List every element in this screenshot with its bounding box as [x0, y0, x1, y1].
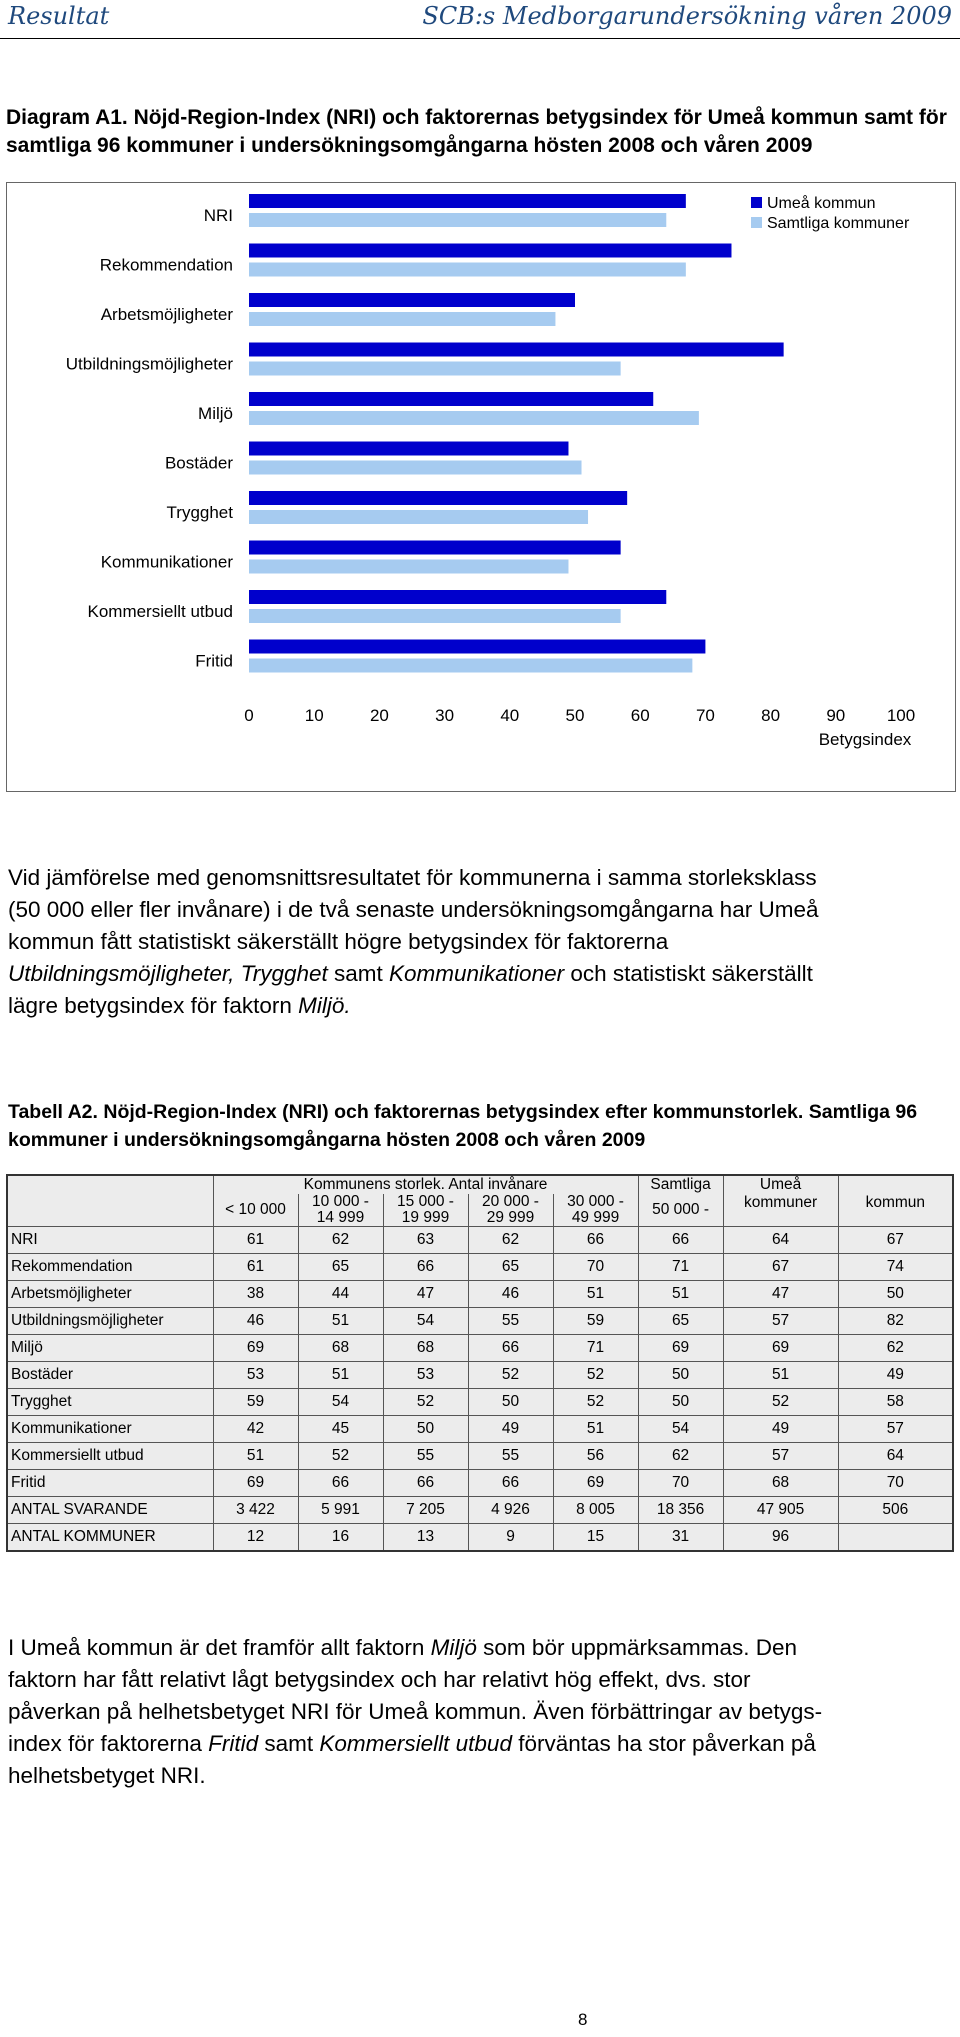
table-cell: 62	[298, 1227, 383, 1254]
paragraph-line	[8, 958, 958, 990]
size-class-line: 29 999	[486, 1209, 535, 1226]
bar	[249, 244, 731, 258]
column-header-umea-line2: kommun	[838, 1194, 953, 1227]
table-cell: 62	[838, 1335, 953, 1362]
category-label: Fritid	[195, 651, 233, 671]
paragraph-line: helhetsbetyget NRI.	[8, 1763, 206, 1788]
table-cell: 9	[468, 1524, 553, 1552]
bar-chart	[7, 183, 955, 791]
size-class-line: 15 000 -	[397, 1193, 454, 1210]
paragraph-line: påverkan på helhetsbetyget NRI för Umeå kommun. Även förbättringar av betygs-	[8, 1699, 823, 1724]
table-cell: 71	[638, 1254, 723, 1281]
table-cell: 52	[468, 1362, 553, 1389]
x-tick-label: 70	[695, 706, 715, 725]
row-label: Utbildningsmöjligheter	[7, 1308, 213, 1335]
table-corner	[7, 1175, 213, 1227]
table-cell: 51	[638, 1281, 723, 1308]
table-cell: 44	[298, 1281, 383, 1308]
size-class-header	[638, 1194, 723, 1227]
table-row	[7, 1227, 953, 1254]
paragraph-line: Vid jämförelse med genomsnittsresultatet för kommunerna i samma storleksklass	[8, 865, 817, 890]
table-cell: 16	[298, 1524, 383, 1552]
bar	[249, 392, 653, 406]
table-cell: 57	[838, 1416, 953, 1443]
x-tick-label: 20	[369, 706, 389, 725]
table-cell: 55	[383, 1443, 468, 1470]
bar	[249, 411, 699, 425]
table-cell: 64	[723, 1227, 838, 1254]
size-class-line: 10 000 -	[312, 1193, 369, 1210]
table-cell: 54	[383, 1308, 468, 1335]
size-class-header	[553, 1194, 638, 1227]
table-cell: 54	[298, 1389, 383, 1416]
table-cell: 46	[213, 1308, 298, 1335]
table-cell: 18 356	[638, 1497, 723, 1524]
size-class-line: 20 000 -	[482, 1193, 539, 1210]
column-header-all-line2: kommuner	[723, 1194, 838, 1227]
table-cell: 52	[553, 1362, 638, 1389]
table-row	[7, 1497, 953, 1524]
table-cell: 66	[298, 1470, 383, 1497]
x-tick-label: 80	[761, 706, 781, 725]
table-cell: 5 991	[298, 1497, 383, 1524]
x-tick-label: 0	[244, 706, 254, 725]
diagram-title	[6, 104, 956, 160]
size-class-header	[298, 1194, 383, 1227]
table-cell: 56	[553, 1443, 638, 1470]
header-rule	[0, 38, 960, 39]
table-cell: 57	[723, 1443, 838, 1470]
category-label: Miljö	[198, 404, 233, 423]
row-label: Arbetsmöjligheter	[7, 1281, 213, 1308]
bar	[249, 312, 555, 326]
text-run: och statistiskt säkerställt	[564, 961, 813, 986]
text-run: I Umeå kommun är det framför allt faktorn	[8, 1635, 431, 1660]
table-cell: 66	[468, 1470, 553, 1497]
row-label: Rekommendation	[7, 1254, 213, 1281]
header-report-title: SCB:s Medborgarundersökning våren 2009	[422, 2, 952, 30]
table-cell: 47	[383, 1281, 468, 1308]
bar	[249, 560, 568, 574]
category-label: Rekommendation	[99, 255, 233, 275]
table-cell: 53	[383, 1362, 468, 1389]
table-cell: 12	[213, 1524, 298, 1552]
table-cell: 38	[213, 1281, 298, 1308]
x-tick-label: 90	[826, 706, 846, 725]
text-run: som bör uppmärksammas. Den	[476, 1635, 798, 1660]
category-label: Trygghet	[166, 503, 233, 522]
table-cell: 65	[468, 1254, 553, 1281]
bar	[249, 491, 627, 505]
table-body	[7, 1227, 953, 1552]
table-row	[7, 1281, 953, 1308]
bar	[249, 461, 582, 475]
text-run: lägre betygsindex för faktorn	[8, 993, 299, 1018]
table-cell: 50	[383, 1416, 468, 1443]
table-cell: 50	[838, 1281, 953, 1308]
table-cell: 66	[383, 1254, 468, 1281]
size-class-header	[213, 1194, 298, 1227]
table-cell: 68	[383, 1335, 468, 1362]
group-header: Kommunens storlek. Antal invånare	[213, 1175, 638, 1194]
table-cell: 62	[468, 1227, 553, 1254]
table-cell: 51	[553, 1281, 638, 1308]
table-cell: 61	[213, 1254, 298, 1281]
paragraph-line: (50 000 eller fler invånare) i de två senaste undersökningsomgångarna har Umeå	[8, 897, 819, 922]
size-class-line: 30 000 -	[567, 1193, 624, 1210]
text-run: index för faktorerna	[8, 1731, 209, 1756]
table-cell: 52	[298, 1443, 383, 1470]
size-class-line: < 10 000	[225, 1201, 286, 1218]
table-cell: 65	[298, 1254, 383, 1281]
category-label: Bostäder	[164, 453, 233, 473]
conclusion-paragraph	[8, 1632, 958, 1792]
table-cell: 57	[723, 1308, 838, 1335]
table-cell: 55	[468, 1308, 553, 1335]
bar	[249, 541, 621, 555]
table-cell: 51	[553, 1416, 638, 1443]
row-label: Fritid	[7, 1470, 213, 1497]
row-label: ANTAL SVARANDE	[7, 1497, 213, 1524]
emphasis: Kommersiellt utbud	[319, 1731, 512, 1756]
table-cell: 69	[723, 1335, 838, 1362]
bar	[249, 659, 692, 673]
table-cell: 52	[723, 1389, 838, 1416]
diagram-title-line: samtliga 96 kommuner i undersökningsomgångarna hösten 2008 och våren 2009	[6, 134, 813, 157]
table-cell: 61	[213, 1227, 298, 1254]
table-cell: 67	[838, 1227, 953, 1254]
paragraph-line: kommun fått statistiskt säkerställt högre betygsindex för faktorerna	[8, 929, 669, 954]
table-title-line: Tabell A2. Nöjd-Region-Index (NRI) och faktorernas betygsindex efter kommunstorlek. Samtliga 96	[8, 1101, 918, 1123]
table-cell: 63	[383, 1227, 468, 1254]
table-cell: 52	[383, 1389, 468, 1416]
row-label: Bostäder	[7, 1362, 213, 1389]
table-cell: 7 205	[383, 1497, 468, 1524]
paragraph-line	[8, 990, 958, 1022]
table-row	[7, 1335, 953, 1362]
x-tick-label: 10	[304, 706, 324, 725]
row-label: Miljö	[7, 1335, 213, 1362]
table-cell: 71	[553, 1335, 638, 1362]
category-label: Utbildningsmöjligheter	[65, 354, 233, 374]
table-row	[7, 1470, 953, 1497]
row-label: Kommersiellt utbud	[7, 1443, 213, 1470]
category-label: Kommersiellt utbud	[87, 602, 233, 621]
table-cell: 59	[553, 1308, 638, 1335]
bar	[249, 213, 666, 227]
bar	[249, 362, 621, 376]
size-class-header	[383, 1194, 468, 1227]
table-cell: 70	[553, 1254, 638, 1281]
table-row	[7, 1443, 953, 1470]
table-cell: 13	[383, 1524, 468, 1552]
emphasis: Utbildningsmöjligheter, Trygghet	[8, 961, 328, 986]
table-cell: 69	[213, 1470, 298, 1497]
table-cell: 65	[638, 1308, 723, 1335]
table-cell: 55	[468, 1443, 553, 1470]
table-cell	[838, 1524, 953, 1552]
table-cell: 66	[468, 1335, 553, 1362]
text-run: förväntas ha stor påverkan på	[511, 1731, 816, 1756]
table-cell: 96	[723, 1524, 838, 1552]
size-class-line: 19 999	[401, 1209, 450, 1226]
table-cell: 54	[638, 1416, 723, 1443]
size-class-line: 49 999	[571, 1209, 620, 1226]
table-cell: 51	[723, 1362, 838, 1389]
x-tick-label: 60	[630, 706, 650, 725]
page-number: 8	[578, 2010, 588, 2029]
paragraph-line	[8, 1632, 958, 1664]
table-cell: 47 905	[723, 1497, 838, 1524]
table-cell: 31	[638, 1524, 723, 1552]
legend-label: Umeå kommun	[767, 195, 876, 212]
table-cell: 70	[638, 1470, 723, 1497]
table-cell: 51	[298, 1308, 383, 1335]
category-label: Arbetsmöjligheter	[100, 305, 233, 324]
results-table	[6, 1174, 954, 1552]
row-label: Trygghet	[7, 1389, 213, 1416]
bar	[249, 442, 568, 456]
legend-swatch	[751, 197, 762, 208]
bar	[249, 263, 686, 277]
size-class-line: 14 999	[316, 1209, 365, 1226]
table-cell: 64	[838, 1443, 953, 1470]
table-cell: 49	[468, 1416, 553, 1443]
table-cell: 66	[638, 1227, 723, 1254]
column-header-all: Samtliga	[638, 1175, 723, 1194]
bar	[249, 194, 686, 208]
table-cell: 506	[838, 1497, 953, 1524]
x-tick-label: 40	[500, 706, 520, 725]
emphasis: Miljö	[430, 1635, 477, 1660]
table-cell: 69	[553, 1470, 638, 1497]
table-cell: 42	[213, 1416, 298, 1443]
x-tick-label: 30	[435, 706, 455, 725]
x-tick-label: 50	[565, 706, 585, 725]
table-row	[7, 1389, 953, 1416]
table-row	[7, 1308, 953, 1335]
chart-frame	[6, 182, 956, 792]
table-cell: 53	[213, 1362, 298, 1389]
table-title	[8, 1098, 958, 1154]
row-label: Kommunikationer	[7, 1416, 213, 1443]
category-label: NRI	[203, 206, 233, 225]
table-cell: 70	[838, 1470, 953, 1497]
text-run: samt	[327, 961, 390, 986]
header-section-title: Resultat	[8, 2, 110, 30]
table-cell: 4 926	[468, 1497, 553, 1524]
size-class-header	[468, 1194, 553, 1227]
row-label: NRI	[7, 1227, 213, 1254]
emphasis: Fritid	[208, 1731, 259, 1756]
bar	[249, 609, 621, 623]
analysis-paragraph	[8, 862, 958, 1022]
table-cell: 58	[838, 1389, 953, 1416]
table-cell: 82	[838, 1308, 953, 1335]
table-cell: 49	[723, 1416, 838, 1443]
page-header	[0, 0, 960, 38]
table-cell: 66	[553, 1227, 638, 1254]
paragraph-line	[8, 1728, 958, 1760]
table-cell: 52	[553, 1389, 638, 1416]
table-cell: 50	[638, 1389, 723, 1416]
table-cell: 74	[838, 1254, 953, 1281]
legend-label: Samtliga kommuner	[767, 215, 910, 232]
table-cell: 68	[723, 1470, 838, 1497]
table-row	[7, 1416, 953, 1443]
column-header-umea: Umeå	[723, 1175, 838, 1194]
table-cell: 59	[213, 1389, 298, 1416]
table-title-line: kommuner i undersökningsomgångarna hösten 2008 och våren 2009	[8, 1129, 646, 1151]
bar	[249, 640, 705, 654]
table-cell: 46	[468, 1281, 553, 1308]
table-cell: 45	[298, 1416, 383, 1443]
table-cell: 47	[723, 1281, 838, 1308]
x-tick-label: 100	[886, 706, 916, 725]
table-cell: 8 005	[553, 1497, 638, 1524]
table-cell: 50	[638, 1362, 723, 1389]
table-cell: 15	[553, 1524, 638, 1552]
table-cell: 51	[213, 1443, 298, 1470]
table-cell: 69	[213, 1335, 298, 1362]
category-label: Kommunikationer	[100, 552, 233, 572]
paragraph-line: faktorn har fått relativt lågt betygsindex och har relativt hög effekt, dvs. stor	[8, 1667, 751, 1692]
bar	[249, 293, 575, 307]
table-cell: 49	[838, 1362, 953, 1389]
table-cell: 3 422	[213, 1497, 298, 1524]
emphasis: Miljö.	[298, 993, 351, 1018]
bar	[249, 510, 588, 524]
table-cell: 68	[298, 1335, 383, 1362]
table-cell: 66	[383, 1470, 468, 1497]
x-axis-label: Betygsindex	[818, 730, 912, 749]
legend-swatch	[751, 217, 762, 228]
table-cell: 50	[468, 1389, 553, 1416]
table-cell: 51	[298, 1362, 383, 1389]
table-row	[7, 1254, 953, 1281]
bar	[249, 343, 784, 357]
bar	[249, 590, 666, 604]
table-cell: 62	[638, 1443, 723, 1470]
table-cell: 69	[638, 1335, 723, 1362]
row-label: ANTAL KOMMUNER	[7, 1524, 213, 1552]
size-class-line: 50 000 -	[652, 1201, 709, 1218]
text-run: samt	[258, 1731, 320, 1756]
table-row	[7, 1362, 953, 1389]
diagram-title-line: Diagram A1. Nöjd-Region-Index (NRI) och faktorernas betygsindex för Umeå kommun samt för	[6, 106, 947, 129]
emphasis: Kommunikationer	[389, 961, 565, 986]
table-row	[7, 1524, 953, 1552]
table-cell: 67	[723, 1254, 838, 1281]
